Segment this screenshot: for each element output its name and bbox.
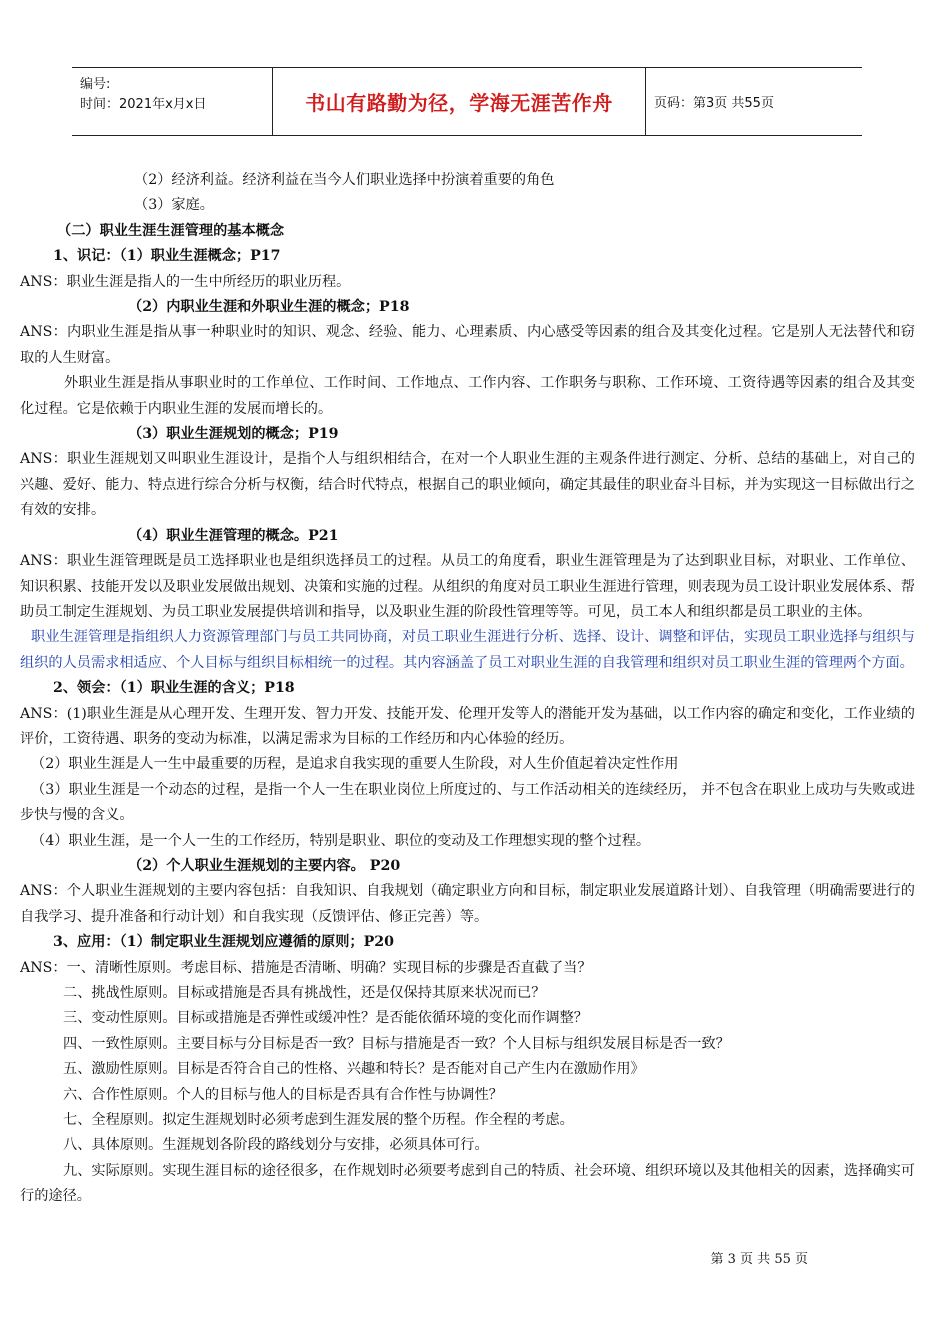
answer: ANS：职业生涯规划又叫职业生涯设计，是指个人与组织相结合，在对一个人职业生涯的主观条件进行测定、分析、总结的基础上，对自己的兴趣、爱好、能力、特点进行综合分析与权衡，结合时代特点，根据自己的职业倾向，确定其最佳的职业奋斗目标，并为实现这一目标做出行之有效的安排。	[20, 451, 915, 519]
list-item: 八、具体原则。生涯规划各阶段的路线划分与安排，必须具体可行。	[63, 1137, 489, 1154]
list-item: 五、激励性原则。目标是否符合自己的性格、兴趣和特长？是否能对自己产生内在激励作用》	[63, 1061, 645, 1078]
list-item: 三、变动性原则。目标或措施是否弹性或缓冲性？是否能依循环境的变化而作调整？	[63, 1010, 588, 1027]
subsection-heading: 3、应用：（1）制定职业生涯规划应遵循的原则；P20	[53, 934, 394, 951]
document-body	[20, 168, 915, 1210]
page-footer: 第 3 页 共 55 页	[710, 1252, 808, 1267]
answer: ANS：内职业生涯是指从事一种职业时的知识、观念、经验、能力、心理素质、内心感受等因素的组合及其变化过程。它是别人无法替代和窃取的人生财富。	[20, 324, 915, 366]
page-label: 页码：第3页 共55页	[654, 96, 774, 111]
answer: ANS：职业生涯是指人的一生中所经历的职业历程。	[20, 273, 351, 290]
paragraph: （2）经济利益。经济利益在当今人们职业选择中扮演着重要的角色	[134, 172, 555, 188]
highlighted-paragraph: 职业生涯管理是指组织人力资源管理部门与员工共同协商，对员工职业生涯进行分析、选择、设计、调整和评估，实现员工职业选择与组织与组织的人员需求相适应、个人目标与组织目标相统一的过程。其内容涵盖了员工对职业生涯的自我管理和组织对员工职业生涯的管理两个方面。	[20, 629, 915, 671]
subsection-heading: 2、领会：（1）职业生涯的含义；P18	[53, 680, 295, 697]
header-table	[72, 67, 862, 136]
number-label: 编号:	[80, 77, 111, 92]
paragraph: 外职业生涯是指从事职业时的工作单位、工作时间、工作地点、工作内容、工作职务与职称、工作环境、工资待遇等因素的组合及其变化过程。它是依赖于内职业生涯的发展而增长的。	[20, 375, 915, 417]
question-heading: （2）内职业生涯和外职业生涯的概念；P18	[128, 299, 410, 316]
header-left-cell	[72, 68, 273, 135]
subsection-heading: 1、识记：（1）职业生涯概念；P17	[53, 248, 281, 265]
answer: ANS：职业生涯管理既是员工选择职业也是组织选择员工的过程。从员工的角度看，职业生涯管理是为了达到职业目标，对职业、工作单位、知识积累、技能开发以及职业发展做出规划、决策和实施的过程。从组织的角度对员工职业生涯进行管理，则表现为员工设计职业发展体系、帮助员工制定生涯规划、为员工职业发展提供培训和指导，以及职业生涯的阶段性管理等等。可见，员工本人和组织都是员工职业的主体。	[20, 553, 915, 620]
paragraph: （3）家庭。	[134, 197, 214, 214]
answer: ANS：(1)职业生涯是从心理开发、生理开发、智力开发、技能开发、伦理开发等人的潜能开发为基础，以工作内容的确定和变化，工作业绩的评价，工资待遇、职务的变动为标准，以满足需求为目标的工作经历和内心体验的经历。	[20, 705, 915, 747]
motto: 书山有路勤为径，学海无涯苦作舟	[305, 91, 613, 115]
header-center-cell	[273, 68, 646, 135]
time-label: 时间：2021年x月x日	[80, 97, 207, 112]
answer: ANS：一、清晰性原则。考虑目标、措施是否清晰、明确？实现目标的步骤是否直截了当？	[20, 959, 592, 976]
question-heading: （4）职业生涯管理的概念。P21	[128, 527, 339, 544]
list-item: 六、合作性原则。个人的目标与他人的目标是否具有合作性与协调性？	[63, 1086, 503, 1103]
list-item: 七、全程原则。拟定生涯规划时必须考虑到生涯发展的整个历程。作全程的考虑。	[63, 1112, 574, 1129]
question-heading: （3）职业生涯规划的概念；P19	[128, 426, 339, 443]
list-item: 二、挑战性原则。目标或措施是否具有挑战性，还是仅保持其原来状况而已？	[63, 985, 546, 1001]
paragraph: （3）职业生涯是一个动态的过程，是指一个人一生在职业岗位上所度过的、与工作活动相关的连续经历， 并不包含在职业上成功与失败或进步快与慢的含义。	[20, 781, 915, 824]
answer: ANS：个人职业生涯规划的主要内容包括：自我知识、自我规划（确定职业方向和目标，制定职业发展道路计划）、自我管理（明确需要进行的自我学习、提升准备和行动计划）和自我实现（反馈评估、修正完善）等。	[20, 883, 915, 925]
section-heading: （二）职业生涯生涯管理的基本概念	[57, 222, 285, 239]
question-heading: （2）个人职业生涯规划的主要内容。 P20	[128, 857, 401, 874]
paragraph: （2）职业生涯是人一生中最重要的历程，是追求自我实现的重要人生阶段，对人生价值起着决定性作用	[31, 756, 679, 773]
list-item: 九、实际原则。实现生涯目标的途径很多，在作规划时必须要考虑到自己的特质、社会环境、组织环境以及其他相关的因素，选择确实可行的途径。	[20, 1162, 915, 1205]
paragraph: （4）职业生涯，是一个人一生的工作经历，特别是职业、职位的变动及工作理想实现的整个过程。	[31, 832, 651, 849]
list-item: 四、一致性原则。主要目标与分目标是否一致？目标与措施是否一致？个人目标与组织发展目标是否一致？	[63, 1035, 730, 1052]
